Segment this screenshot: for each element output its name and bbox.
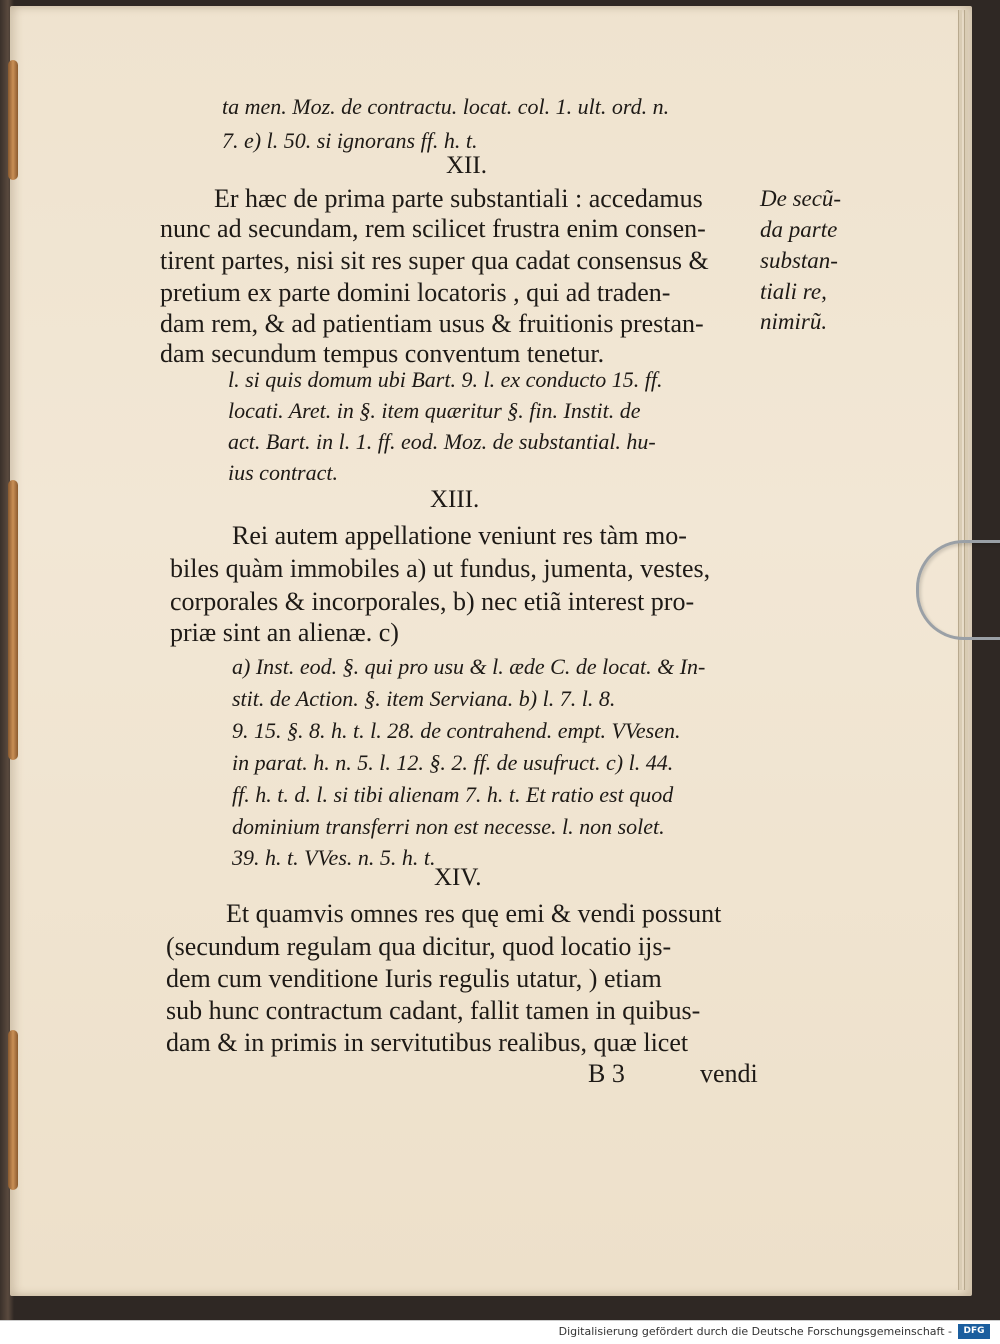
text-line: ius contract. (228, 460, 338, 485)
text-line: dominium transferri non est necesse. l. non solet. (232, 814, 665, 839)
text-line: ff. h. t. d. l. si tibi alienam 7. h. t. Et ratio est quod (232, 782, 674, 807)
text-line: in parat. h. n. 5. l. 12. §. 2. ff. de usufruct. c) l. 44. (232, 750, 674, 775)
text-line: tirent partes, nisi sit res super qua cadat consensus & (160, 246, 709, 275)
margin-note-line: tiali re, (760, 279, 827, 304)
text-line: Rei autem appellatione veniunt res tàm mo- (232, 521, 687, 550)
margin-note-line: nimirũ. (760, 309, 828, 334)
margin-note-line: De secũ- (760, 186, 842, 211)
signature-mark: B 3 (588, 1059, 625, 1088)
dfg-logo-icon: DFG (958, 1324, 990, 1339)
section-heading: XIV. (434, 864, 482, 891)
text-line: nunc ad secundam, rem scilicet frustra enim consen- (160, 214, 706, 243)
text-line: a) Inst. eod. §. qui pro usu & l. æde C. de locat. & In- (232, 654, 706, 679)
text-line: l. si quis domum ubi Bart. 9. l. ex conducto 15. ff. (228, 367, 663, 392)
text-line: biles quàm immobiles a) ut fundus, jumenta, vestes, (170, 554, 711, 583)
text-line: corporales & incorporales, b) nec etiã interest pro- (170, 587, 695, 616)
text-line: locati. Aret. in §. item quæritur §. fin. Instit. de (228, 398, 641, 423)
text-line: stit. de Action. §. item Serviana. b) l. 7. l. 8. (232, 686, 616, 711)
text-line: 39. h. t. VVes. n. 5. h. t. (232, 845, 436, 870)
text-line: 9. 15. §. 8. h. t. l. 28. de contrahend. empt. VVesen. (232, 718, 681, 743)
text-line: dam secundum tempus conventum tenetur. (160, 339, 605, 368)
text-line: dem cum venditione Iuris regulis utatur, ) etiam (166, 964, 662, 993)
text-line: sub hunc contractum cadant, fallit tamen in quibus- (166, 996, 701, 1025)
text-line: pretium ex parte domini locatoris , qui ad traden- (160, 278, 671, 307)
margin-note-line: substan- (760, 248, 838, 273)
text-line: 7. e) l. 50. si ignorans ff. h. t. (222, 128, 478, 153)
text-line: dam rem, & ad patientiam usus & fruitionis prestan- (160, 309, 704, 338)
text-line: ta men. Moz. de contractu. locat. col. 1. ult. ord. n. (222, 94, 670, 119)
text-line: act. Bart. in l. 1. ff. eod. Moz. de substantial. hu- (228, 429, 656, 454)
section-heading: XIII. (430, 486, 480, 513)
section-heading: XII. (446, 152, 487, 179)
catchword: vendi (700, 1059, 758, 1088)
text-line: priæ sint an alienæ. c) (170, 618, 399, 647)
footer-credit: Digitalisierung gefördert durch die Deutsche Forschungsgemeinschaft - (558, 1325, 952, 1338)
text-line: Et quamvis omnes res quę emi & vendi possunt (226, 899, 722, 928)
footer-bar (0, 1320, 1000, 1344)
text-line: dam & in primis in servitutibus realibus, quæ licet (166, 1028, 689, 1057)
text-line: Er hæc de prima parte substantiali : accedamus (214, 184, 703, 213)
text-line: (secundum regulam qua dicitur, quod locatio ijs- (166, 932, 672, 961)
margin-note-line: da parte (760, 217, 838, 242)
